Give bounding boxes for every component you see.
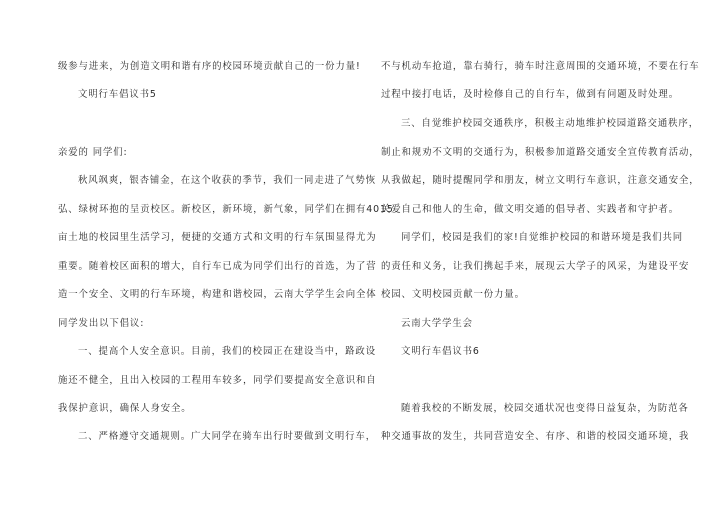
- left-line-13: 二、严格遵守交通规则。广大同学在骑车出行时要做到文明行车，: [78, 431, 376, 442]
- left-line-6: 亩土地的校园里生活学习，便捷的交通方式和文明的行车氛围显得尤为: [58, 232, 377, 243]
- left-line-12: 我保护意识，确保人身安全。: [58, 403, 192, 414]
- right-line-13: 种交通事故的发生，共同营造安全、有序、和谐的校园交通环境，我: [381, 431, 690, 442]
- left-line-2: 文明行车倡议书5: [78, 89, 157, 100]
- left-line-7: 重要。随着校区面积的增大，自行车已成为同学们出行的首选，为了营: [58, 261, 377, 272]
- right-line-11: 文明行车倡议书6: [401, 346, 480, 357]
- right-line-3: 三、自觉维护校园交通秩序，积极主动地维护校园道路交通秩序，: [401, 118, 699, 129]
- left-line-3: 亲爱的 同学们:: [58, 147, 128, 158]
- right-line-1: 不与机动车抢道，靠右骑行，骑车时注意周围的交通环境，不要在行车: [381, 61, 700, 72]
- left-line-11: 施还不健全，且出入校园的工程用车较多，同学们要提高安全意识和自: [58, 375, 377, 386]
- right-line-9: 校园、文明校园贡献一份力量。: [381, 289, 525, 300]
- right-line-6: 关爱自己和他人的生命，做文明交通的倡导者、实践者和守护者。: [381, 204, 679, 215]
- left-line-10: 一、提高个人安全意识。目前，我们的校园正在建设当中，路政设: [78, 346, 376, 357]
- left-line-5: 弘、绿树环抱的呈贡校区。新校区，新环境，新气象，同学们在拥有4015: [58, 204, 394, 215]
- left-line-8: 造一个安全、文明的行车环境，构建和谐校园，云南大学学生会向全体: [58, 289, 377, 300]
- right-line-5: 从我做起，随时提醒同学和朋友，树立文明行车意识，注意交通安全，: [381, 175, 700, 186]
- right-line-7: 同学们，校园是我们的家!自觉维护校园的和谐环境是我们共同: [401, 232, 684, 243]
- left-line-1: 级参与进来，为创造文明和谐有序的校园环境贡献自己的一份力量!: [58, 61, 361, 72]
- right-line-12: 随着我校的不断发展，校园交通状况也变得日益复杂，为防范各: [401, 403, 689, 414]
- right-line-2: 过程中接打电话，及时检修自己的自行车，做到有问题及时处理。: [381, 89, 679, 100]
- right-line-4: 制止和规劝不文明的交通行为，积极参加道路交通安全宣传教育活动，: [381, 147, 700, 158]
- left-line-4: 秋风飒爽，银杏铺金，在这个收获的季节，我们一同走进了气势恢: [78, 175, 376, 186]
- right-line-8: 的责任和义务，让我们携起手来，展现云大学子的风采，为建设平安: [381, 261, 690, 272]
- right-line-10: 云南大学学生会: [401, 318, 473, 329]
- left-line-9: 同学发出以下倡议:: [58, 318, 145, 329]
